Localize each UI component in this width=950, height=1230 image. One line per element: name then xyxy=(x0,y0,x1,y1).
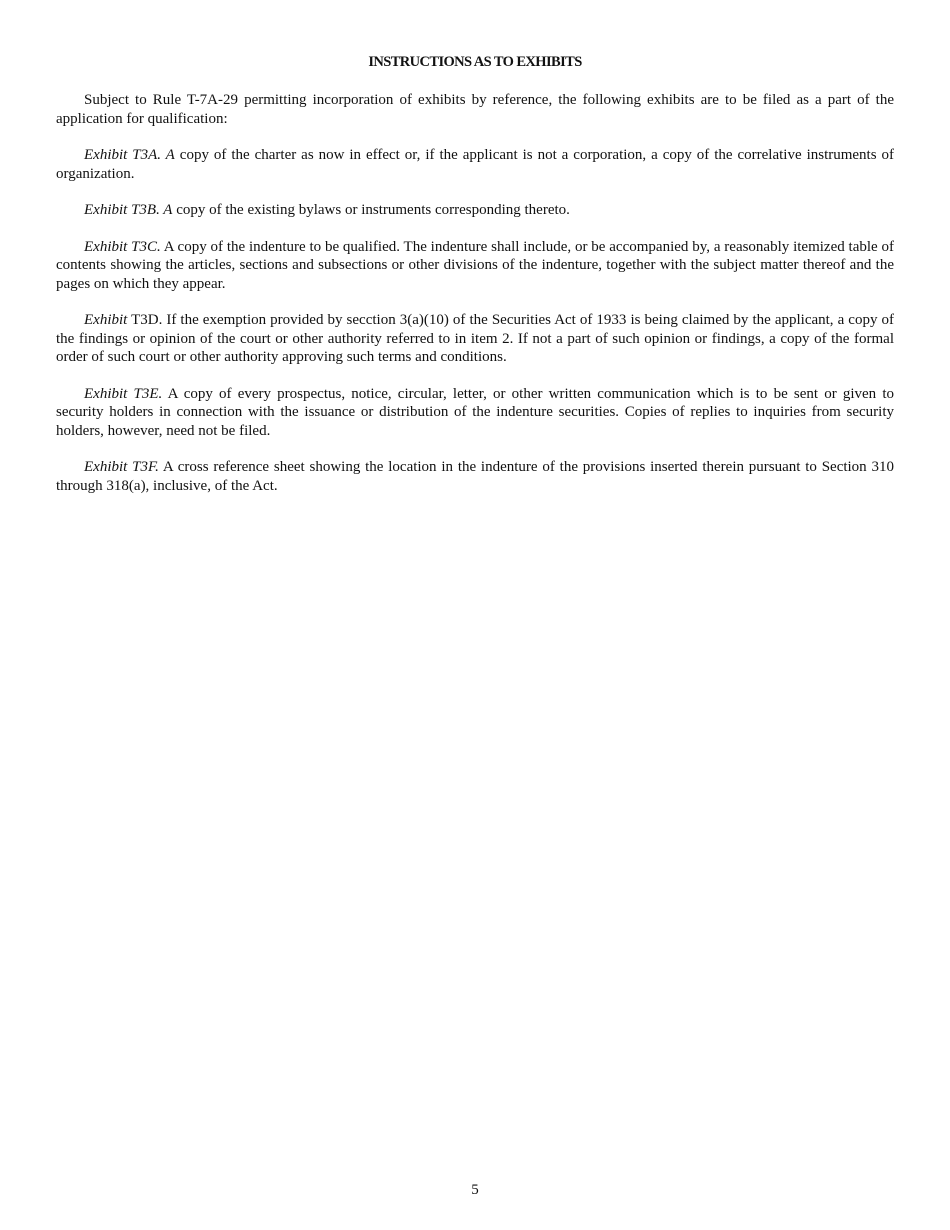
exhibit-t3b-paragraph xyxy=(56,201,894,220)
exhibit-label: Exhibit xyxy=(84,312,128,328)
exhibit-text: copy of the existing bylaws or instruments corresponding thereto. xyxy=(172,202,570,218)
exhibit-label: Exhibit T3B. A xyxy=(84,202,173,218)
exhibit-text: A copy of the indenture to be qualified. The indenture shall include, or be accompanied by, a reasonably itemized table of contents showing the articles, sections and subsections or other divisions of the indenture, together with the subject matter thereof and the pages on which they appear. xyxy=(56,238,895,292)
exhibit-label: Exhibit T3E. xyxy=(84,385,163,402)
exhibit-text: A cross reference sheet showing the location in the indenture of the provisions inserted therein pursuant to Section 310 through 318(a), inclusive, of the Act. xyxy=(56,459,894,494)
exhibit-text: T3D. If the exemption provided by secction 3(a)(10) of the Securities Act of 1933 is being claimed by the applicant, a copy of the findings or opinion of the court or other authority referred to in item 2. If not a part of such opinion or findings, a copy of the formal order of such court or other authority approving such terms and conditions. xyxy=(56,312,894,365)
exhibit-t3d-paragraph xyxy=(56,311,894,367)
exhibit-label: Exhibit T3F. xyxy=(84,459,159,475)
exhibit-text: A copy of every prospectus, notice, circular, letter, or other written communication which is to be sent or given to security holders in connection with the issuance or distribution of the indenture securities. Copies of replies to inquiries from security holders, however, need not be filed. xyxy=(56,385,895,439)
exhibit-label: Exhibit T3C. xyxy=(84,238,161,255)
exhibit-t3a-paragraph xyxy=(56,146,894,183)
document-page xyxy=(56,53,894,513)
exhibit-t3f-paragraph xyxy=(56,458,894,495)
page-number: 5 xyxy=(471,1182,479,1198)
intro-paragraph: Subject to Rule T-7A-29 permitting incorporation of exhibits by reference, the following exhibits are to be filed as a part of the application for qualification: xyxy=(56,92,894,127)
exhibit-t3e-paragraph xyxy=(56,385,894,441)
page-title: INSTRUCTIONS AS TO EXHIBITS xyxy=(368,54,582,70)
exhibit-t3c-paragraph xyxy=(56,238,894,294)
exhibit-text: copy of the charter as now in effect or, if the applicant is not a corporation, a copy of the correlative instruments of organization. xyxy=(56,147,894,182)
exhibit-label: Exhibit T3A. A xyxy=(84,147,175,163)
